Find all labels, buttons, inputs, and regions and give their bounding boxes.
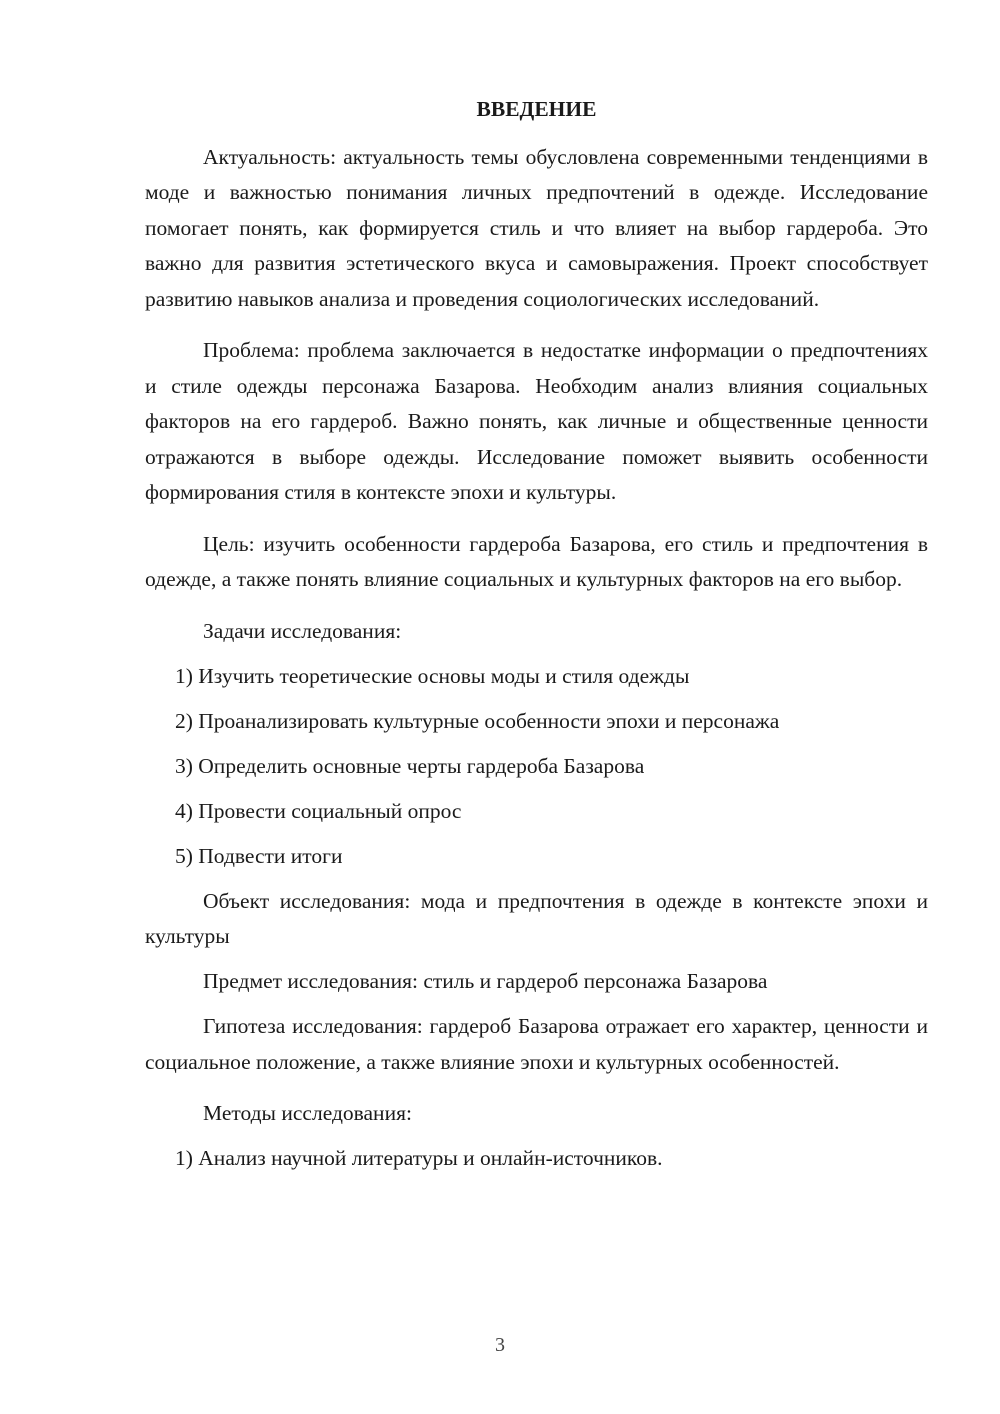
method-item-1: 1) Анализ научной литературы и онлайн-источников. <box>175 1146 663 1170</box>
task-item-5: 5) Подвести итоги <box>175 843 343 868</box>
task-item-3: 3) Определить основные черты гардероба Базарова <box>175 753 645 778</box>
task-item-4: 4) Провести социальный опрос <box>175 798 462 823</box>
methods-heading: Методы исследования: <box>203 1101 412 1125</box>
task-item-2: 2) Проанализировать культурные особенности эпохи и персонажа <box>175 708 780 733</box>
goal-paragraph: Цель: изучить особенности гардероба Базарова, его стиль и предпочтения в одежде, а также понять влияние социальных и культурных факторов на его выбор. <box>145 531 928 591</box>
relevance-paragraph: Актуальность: актуальность темы обусловлена современными тенденциями в моде и важностью понимания личных предпочтений в одежде. Исследование помогает понять, как формируется стиль и что влияет на выбор гардероба. Это важно для развития эстетического вкуса и самовыражения. Проект способствует развитию навыков анализа и проведения социологических исследований. <box>145 144 928 311</box>
tasks-heading: Задачи исследования: <box>203 618 402 643</box>
subject-paragraph: Предмет исследования: стиль и гардероб персонажа Базарова <box>203 969 768 993</box>
page-title: ВВЕДЕНИЕ <box>476 97 597 121</box>
document-page <box>145 92 928 1177</box>
problem-paragraph: Проблема: проблема заключается в недостатке информации о предпочтениях и стиле одежды персонажа Базарова. Необходим анализ влияния социальных факторов на его гардероб. Важно понять, как личные и общественные ценности отражаются в выборе одежды. Исследование поможет выявить особенности формирования стиля в контексте эпохи и культуры. <box>145 338 928 504</box>
hypothesis-paragraph: Гипотеза исследования: гардероб Базарова отражает его характер, ценности и социальное положение, а также влияние эпохи и культурных особенностей. <box>145 1014 928 1074</box>
page-number: 3 <box>495 1334 505 1356</box>
task-item-1: 1) Изучить теоретические основы моды и стиля одежды <box>175 663 690 688</box>
object-paragraph: Объект исследования: мода и предпочтения в одежде в контексте эпохи и культуры <box>145 888 928 948</box>
